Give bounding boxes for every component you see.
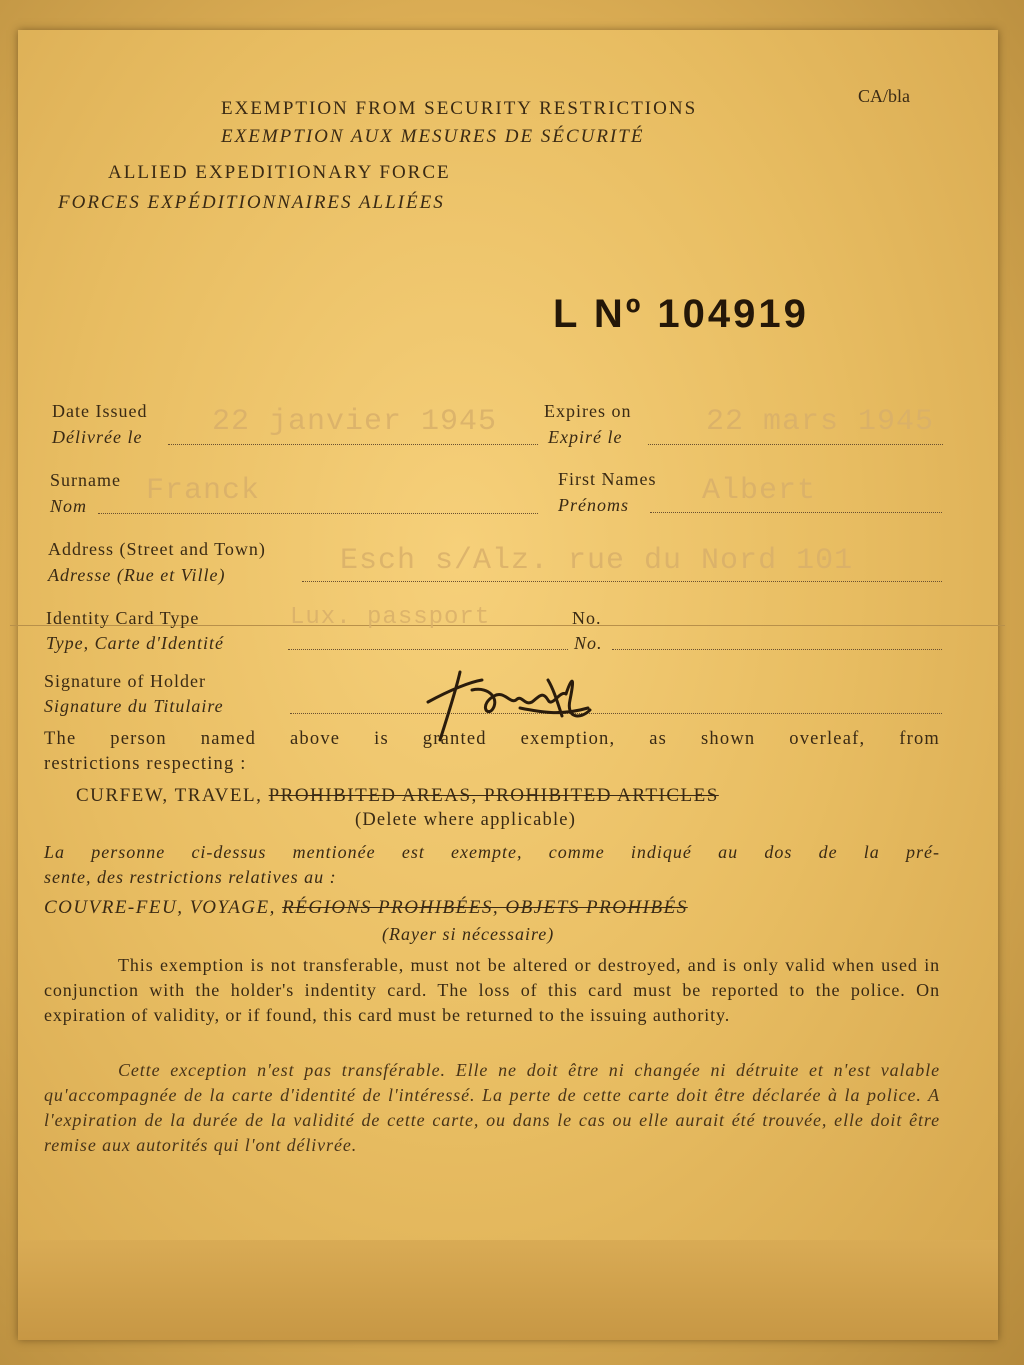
id-number-label: No. — [572, 608, 602, 628]
expires-label: Expires on — [544, 401, 632, 421]
conditions-french: Cette exception n'est pas transférable. Elle ne doit être ni changée ni détruite et n'est valable qu'accompagnée de la carte d'identité de l'intéressé. La perte de cette carte doit être déclarée à la police. A l'expiration de la durée de la validité de cette carte, ou dans le cas ou elle aurait été trouvée, elle doit être remise aux autorités qui l'ont délivrée. — [44, 1060, 940, 1155]
restrictions-fr-struck: RÉGIONS PROHIBÉES, OBJETS PROHIBÉS — [282, 897, 688, 918]
first-names-value: Albert — [702, 474, 817, 508]
restrictions-en-kept: CURFEW, TRAVEL, — [76, 785, 263, 806]
expires-label-fr: Expiré le — [548, 427, 623, 447]
signature-line — [290, 712, 942, 714]
title-english: EXEMPTION FROM SECURITY RESTRICTIONS — [221, 98, 698, 119]
expires-value: 22 mars 1945 — [706, 405, 935, 439]
statement-fr-line2: sente, des restrictions relatives au : — [44, 867, 337, 887]
id-type-line — [288, 648, 568, 650]
statement-en-line2: restrictions respecting : — [44, 754, 247, 774]
surname-label-fr: Nom — [50, 496, 88, 516]
signature-label: Signature of Holder — [44, 671, 206, 691]
conditions-english: This exemption is not transferable, must not be altered or destroyed, and is only valid when used in conjunction with the holder's indentity card. The loss of this card must be reported to the police. On expiration of validity, or if found, this card must be returned to the issuing authority. — [44, 955, 940, 1025]
id-number-line — [612, 648, 942, 650]
date-issued-value: 22 janvier 1945 — [212, 405, 498, 439]
surname-label: Surname — [50, 470, 121, 490]
surname-line — [98, 512, 538, 514]
statement-en-line1: The person named above is granted exemption, as shown overleaf, from — [44, 729, 940, 749]
id-type-label-fr: Type, Carte d'Identité — [46, 633, 224, 653]
address-line — [302, 580, 942, 582]
date-issued-line — [168, 443, 538, 445]
organization-english: ALLIED EXPEDITIONARY FORCE — [108, 162, 451, 183]
first-names-line — [650, 511, 942, 513]
delete-note-en: (Delete where applicable) — [355, 810, 577, 830]
restrictions-fr-kept: COUVRE-FEU, VOYAGE, — [44, 897, 276, 918]
statement-fr-line1: La personne ci-dessus mentionée est exempte, comme indiqué au dos de la pré- — [44, 842, 940, 862]
title-french: EXEMPTION AUX MESURES DE SÉCURITÉ — [221, 126, 645, 147]
id-type-value: Lux. passport — [290, 604, 491, 631]
paper-lower-edge — [18, 1240, 998, 1340]
organization-french: FORCES EXPÉDITIONNAIRES ALLIÉES — [58, 192, 445, 213]
date-issued-label-fr: Délivrée le — [52, 427, 143, 447]
date-issued-label: Date Issued — [52, 401, 148, 421]
first-names-label-fr: Prénoms — [558, 495, 629, 515]
reference-code: CA/bla — [858, 86, 910, 106]
serial-number: L Nº 104919 — [553, 292, 809, 336]
address-value: Esch s/Alz. rue du Nord 101 — [340, 544, 854, 578]
restrictions-en-struck: PROHIBITED AREAS, PROHIBITED ARTICLES — [268, 785, 719, 806]
id-type-label: Identity Card Type — [46, 608, 200, 628]
expires-line — [648, 443, 943, 445]
surname-value: Franck — [146, 474, 261, 508]
first-names-label: First Names — [558, 469, 657, 489]
address-label-fr: Adresse (Rue et Ville) — [48, 565, 226, 585]
id-number-label-fr: No. — [574, 633, 603, 653]
delete-note-fr: (Rayer si nécessaire) — [382, 924, 555, 944]
address-label: Address (Street and Town) — [48, 539, 266, 559]
signature-label-fr: Signature du Titulaire — [44, 696, 224, 716]
